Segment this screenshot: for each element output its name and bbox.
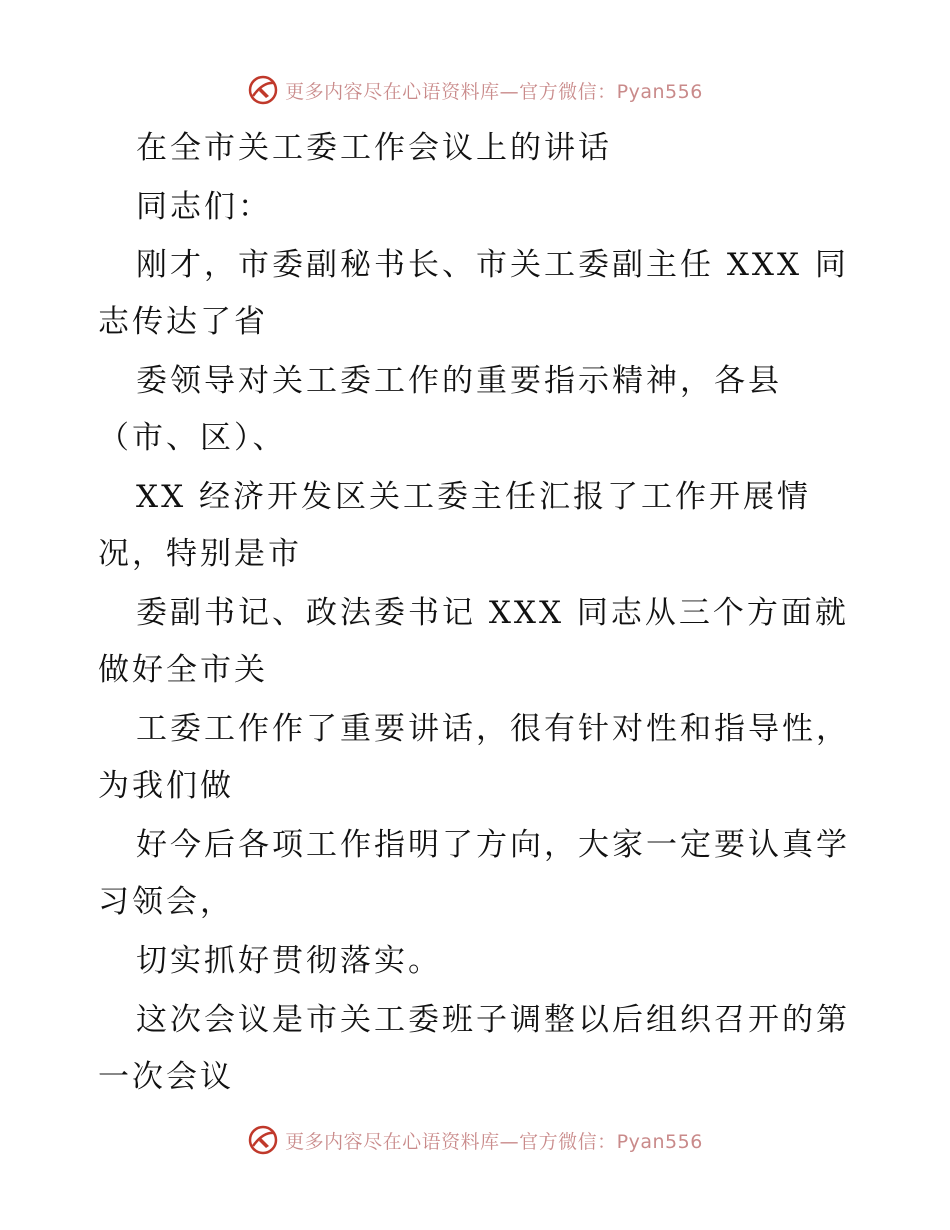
salutation: 同志们： bbox=[136, 189, 272, 225]
text-line: 刚才，市委副秘书长、市关工委副主任 XXX 同 bbox=[136, 247, 849, 283]
text-line: 做好全市关 bbox=[98, 652, 268, 688]
text-line: 委领导对关工委工作的重要指示精神，各县 bbox=[136, 363, 782, 399]
document-title: 在全市关工委工作会议上的讲话 bbox=[136, 130, 612, 166]
text-line: 为我们做 bbox=[98, 768, 234, 804]
text-line: （市、区）、 bbox=[98, 420, 287, 456]
watermark-header bbox=[0, 70, 950, 110]
text-line: 委副书记、政法委书记 XXX 同志从三个方面就 bbox=[136, 595, 849, 631]
watermark-text: 更多内容尽在心语资料库—官方微信：Pyan556 bbox=[285, 1130, 703, 1153]
brand-logo-icon bbox=[247, 74, 279, 106]
text-line: XX 经济开发区关工委主任汇报了工作开展情 bbox=[136, 479, 811, 515]
text-line: 况，特别是市 bbox=[98, 536, 302, 572]
watermark-text: 更多内容尽在心语资料库—官方微信：Pyan556 bbox=[285, 80, 703, 103]
text-line: 切实抓好贯彻落实。 bbox=[136, 943, 442, 979]
text-line: 志传达了省 bbox=[98, 304, 268, 340]
text-line: 这次会议是市关工委班子调整以后组织召开的第 bbox=[136, 1002, 850, 1038]
brand-logo-icon bbox=[247, 1124, 279, 1156]
text-line: 一次会议 bbox=[98, 1059, 234, 1095]
text-line: 习领会， bbox=[98, 884, 234, 920]
text-line: 好今后各项工作指明了方向，大家一定要认真学 bbox=[136, 827, 850, 863]
text-line: 工委工作作了重要讲话，很有针对性和指导性， bbox=[136, 711, 850, 747]
watermark-footer bbox=[0, 1120, 950, 1160]
